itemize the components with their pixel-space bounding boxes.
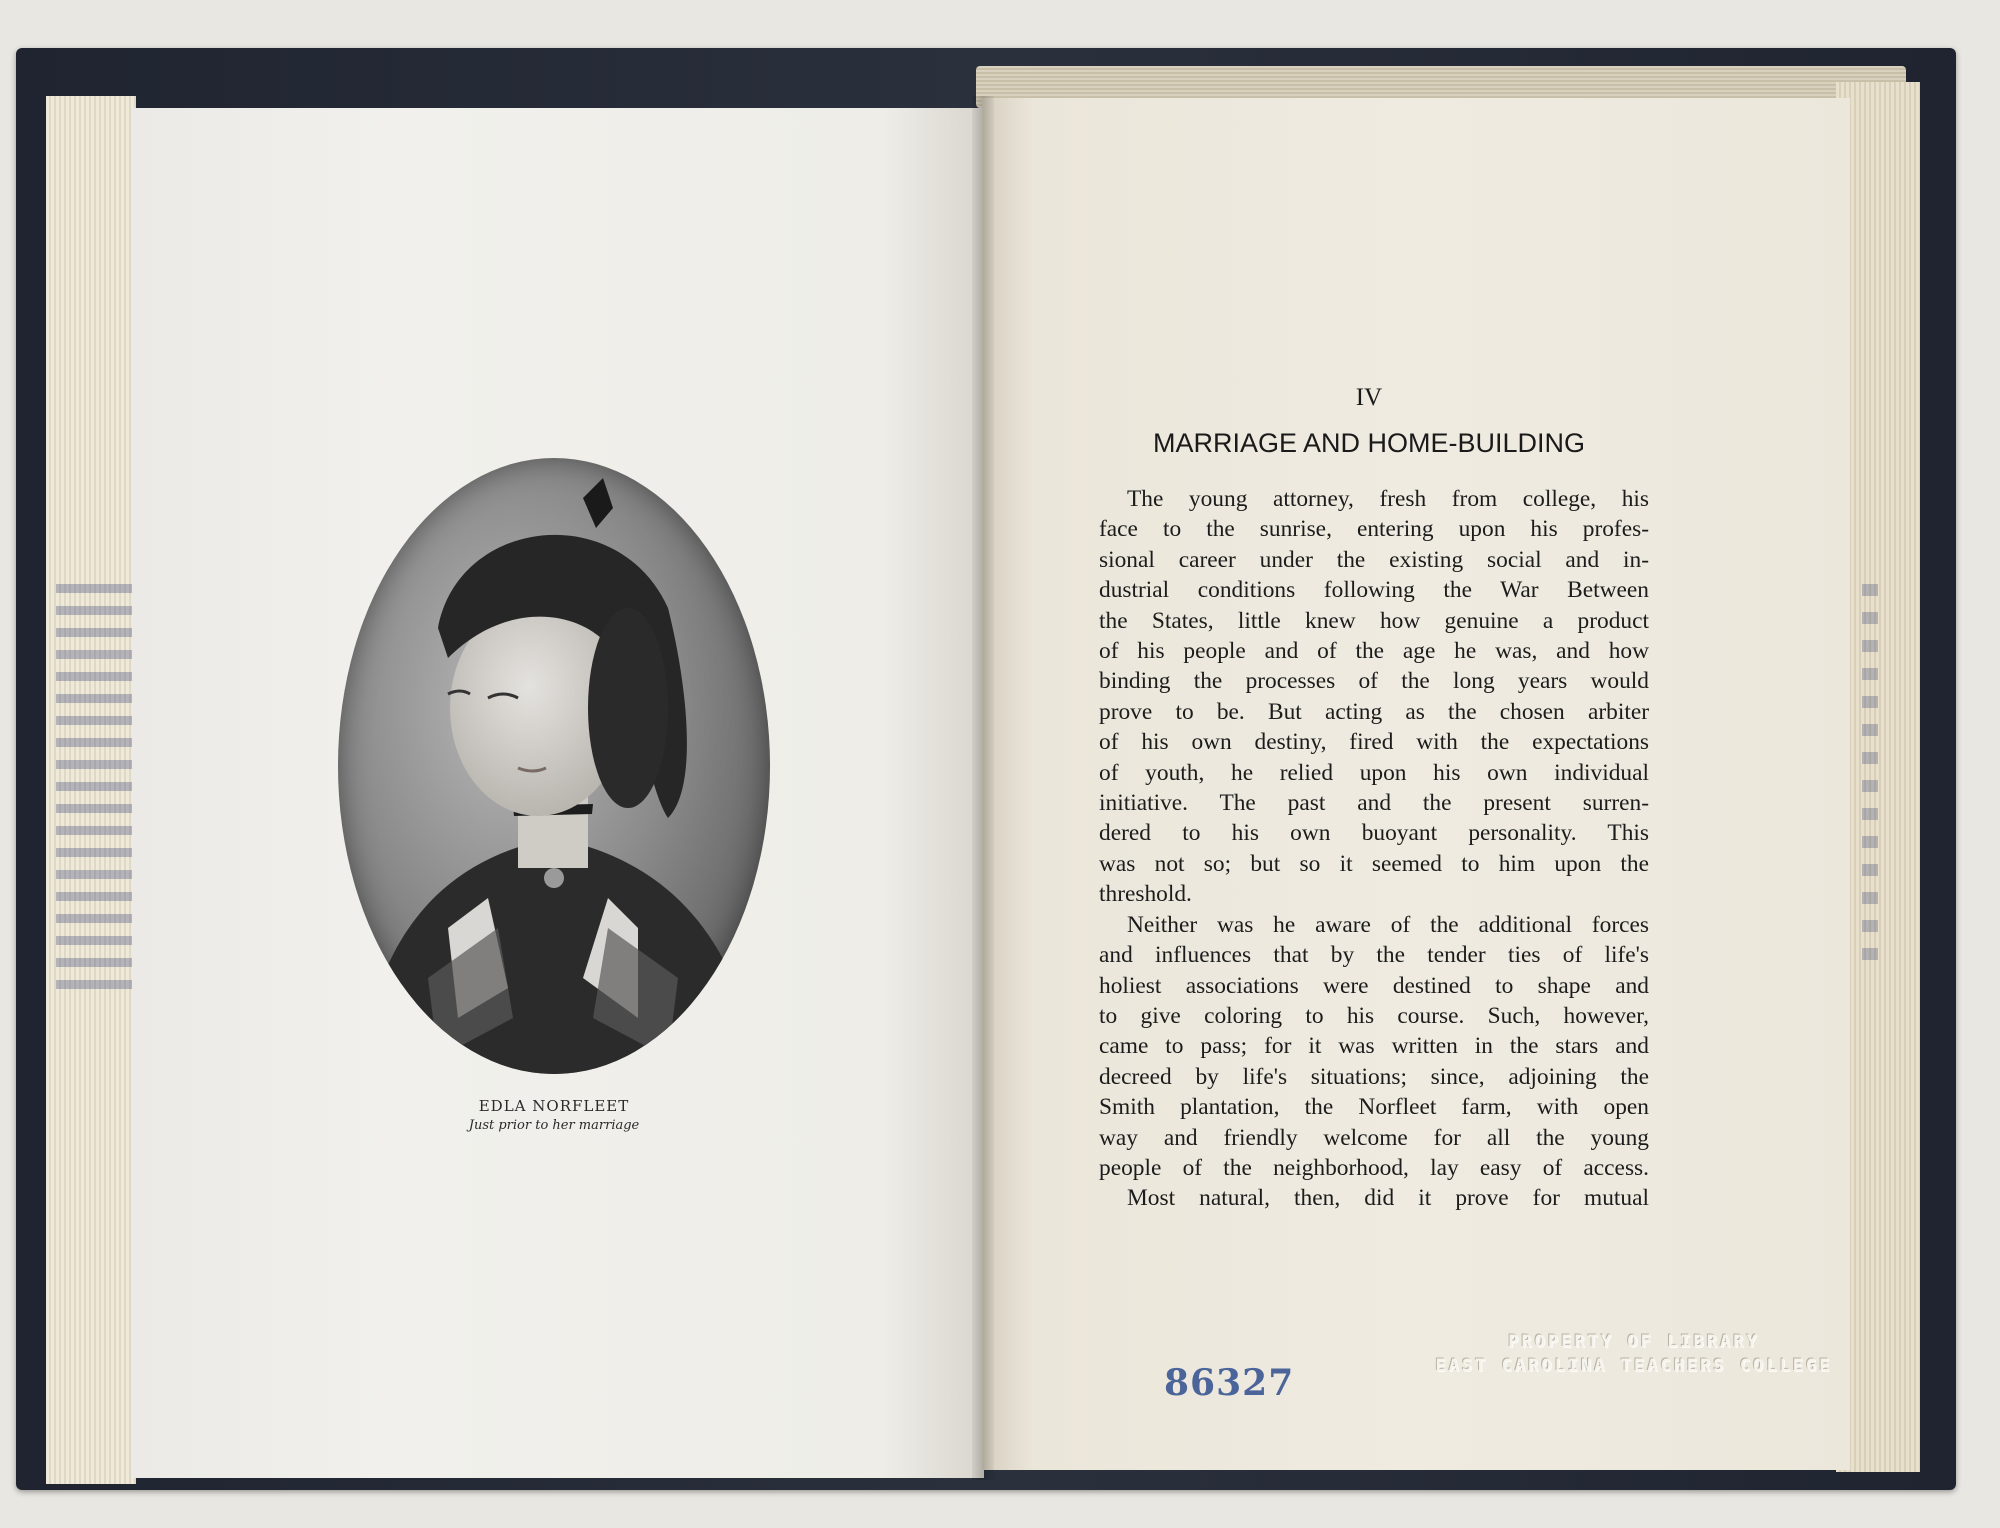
text-line: initiative. The past and the present surren- (1099, 790, 1649, 817)
text-line: The young attorney, fresh from college, his (1127, 486, 1649, 512)
ink-bleed-marks-left (56, 584, 132, 994)
text-line: face to the sunrise, entering upon his profes- (1099, 516, 1649, 543)
text-line: of his own destiny, fired with the expectations (1099, 729, 1649, 756)
text-line: prove to be. But acting as the chosen arbiter (1099, 698, 1649, 725)
text-line: and influences that by the tender ties of life's (1099, 942, 1649, 969)
portrait-photo (338, 458, 770, 1074)
text-line: way and friendly welcome for all the young (1099, 1124, 1649, 1151)
text-line: dered to his own buoyant personality. This (1099, 820, 1649, 847)
emboss-line-1: PROPERTY OF LIBRARY (1508, 1332, 1760, 1352)
portrait-illustration (338, 458, 770, 1074)
chapter-title: MARRIAGE AND HOME-BUILDING (1152, 428, 1586, 458)
ink-bleed-marks-right (1862, 584, 1878, 964)
text-line: threshold. (1099, 881, 1192, 908)
text-line: binding the processes of the long years would (1099, 668, 1649, 695)
book-gutter (972, 96, 994, 1480)
text-line: was not so; but so it seemed to him upon the (1099, 850, 1649, 877)
text-line: sional career under the existing social and in- (1099, 546, 1649, 573)
text-line: came to pass; for it was written in the stars and (1099, 1033, 1649, 1060)
text-line: of youth, he relied upon his own individual (1099, 759, 1649, 786)
text-line: Smith plantation, the Norfleet farm, with open (1099, 1094, 1649, 1121)
portrait-caption-name: EDLA NORFLEET (478, 1097, 630, 1115)
chapter-body-text (1099, 484, 1649, 1214)
text-line: Neither was he aware of the additional forces (1127, 911, 1649, 938)
text-line: people of the neighborhood, lay easy of access. (1099, 1154, 1649, 1181)
text-line: holiest associations were destined to shape and (1099, 972, 1649, 999)
text-line: dustrial conditions following the War Between (1099, 577, 1649, 604)
text-line: decreed by life's situations; since, adjoining the (1099, 1063, 1649, 1090)
chapter-number: IV (1355, 384, 1383, 411)
emboss-line-2: EAST CAROLINA TEACHERS COLLEGE (1435, 1356, 1833, 1376)
text-line: to give coloring to his course. Such, however, (1099, 1002, 1649, 1029)
text-line: Most natural, then, did it prove for mutual (1127, 1185, 1649, 1212)
library-emboss-stamp (1424, 1330, 1844, 1378)
accession-number-stamp: 86327 (1164, 1362, 1295, 1404)
portrait-caption-subtitle: Just prior to her marriage (468, 1118, 640, 1133)
text-line: the States, little knew how genuine a product (1099, 607, 1649, 634)
text-line: of his people and of the age he was, and how (1099, 638, 1649, 665)
